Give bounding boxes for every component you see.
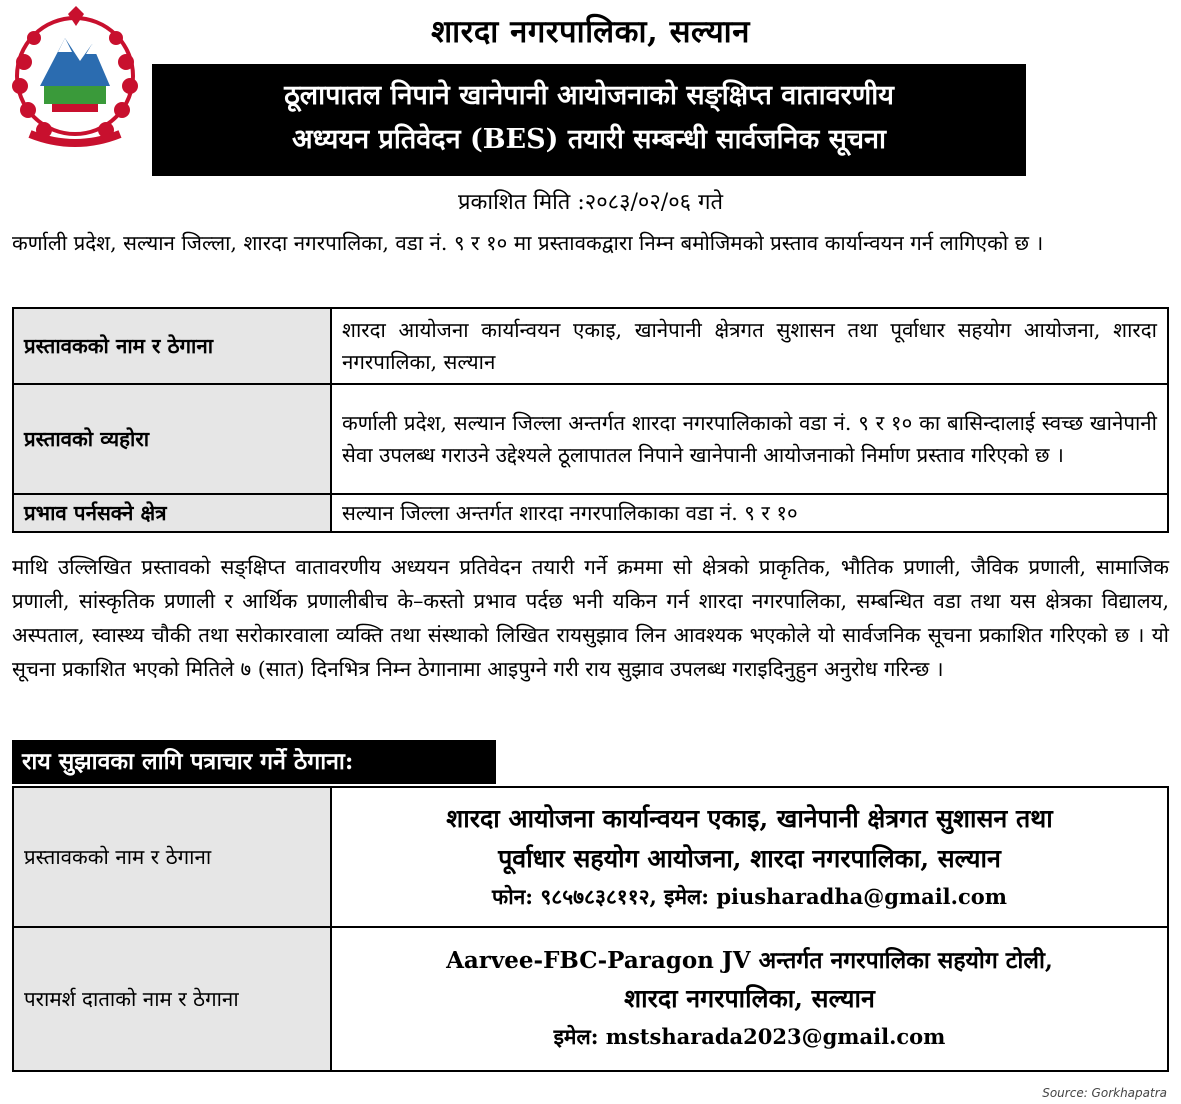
- table-row: [13, 787, 1168, 927]
- consultant-contact-line2: शारदा नगरपालिका, सल्यान: [624, 984, 875, 1013]
- affected-area-value: सल्यान जिल्ला अन्तर्गत शारदा नगरपालिकाका वडा नं. ९ र १०: [331, 494, 1168, 532]
- proponent-contact-line1: शारदा आयोजना कार्यान्वयन एकाइ, खानेपानी क्षेत्रगत सुशासन तथा: [446, 804, 1053, 833]
- consultant-contact-email: इमेल: mstsharada2023@gmail.com: [553, 1024, 946, 1049]
- notice-title-banner: [152, 64, 1026, 176]
- source-credit: Source: Gorkhapatra: [1042, 1086, 1167, 1100]
- published-date: प्रकाशित मिति :२०८३/०२/०६ गते: [457, 190, 724, 215]
- consultant-contact-value: [331, 927, 1168, 1071]
- proposal-info-table: [12, 307, 1169, 533]
- proponent-value: शारदा आयोजना कार्यान्वयन एकाइ, खानेपानी क्षेत्रगत सुशासन तथा पूर्वाधार सहयोग आयोजना, शारदा नगरपालिका, सल्यान: [331, 308, 1168, 384]
- intro-paragraph: कर्णाली प्रदेश, सल्यान जिल्ला, शारदा नगरपालिका, वडा नं. ९ र १० मा प्रस्तावकद्वारा निम्न बमोजिमको प्रस्ताव कार्यान्वयन गर्न लागिएको छ ।: [12, 231, 1044, 255]
- consultant-contact-label: परामर्श दाताको नाम र ठेगाना: [13, 927, 331, 1071]
- contact-table: [12, 786, 1169, 1072]
- affected-area-label: प्रभाव पर्नसक्ने क्षेत्र: [13, 494, 331, 532]
- proponent-contact-line2: पूर्वाधार सहयोग आयोजना, शारदा नगरपालिका, सल्यान: [498, 844, 1001, 873]
- proponent-label: प्रस्तावकको नाम र ठेगाना: [13, 308, 331, 384]
- table-row: [13, 384, 1168, 494]
- proponent-contact-phone-email: फोन: ९८५७८३८११२, इमेल: piusharadha@gmail.com: [492, 884, 1007, 909]
- body-paragraph: माथि उल्लिखित प्रस्तावको सङ्क्षिप्त वातावरणीय अध्ययन प्रतिवेदन तयारी गर्ने क्रममा सो क्षेत्रको प्राकृतिक, भौतिक प्रणाली, जैविक प्रणाली, सामाजिक प्रणाली, सांस्कृतिक प्रणाली र आर्थिक प्रणालीबीच के–कस्तो प्रभाव पर्दछ भनी यकिन गर्न शारदा नगरपालिका, सम्बन्धित वडा तथा यस क्षेत्रका विद्यालय, अस्पताल, स्वास्थ्य चौकी तथा सरोकारवाला व्यक्ति तथा संस्थाको लिखित रायसुझाव लिन आवश्यक भएकोले यो सार्वजनिक सूचना प्रकाशित गरिएको छ । यो सूचना प्रकाशित भएको मितिले ७ (सात) दिनभित्र निम्न ठेगानामा आइपुग्ने गरी राय सुझाव उपलब्ध गराइदिनुहुन अनुरोध गरिन्छ ।: [12, 555, 1169, 681]
- proponent-contact-label: प्रस्तावकको नाम र ठेगाना: [13, 787, 331, 927]
- table-row: [13, 494, 1168, 532]
- contact-heading: राय सुझावका लागि पत्राचार गर्ने ठेगाना:: [12, 740, 496, 784]
- notice-title-line1: ठूलापातल निपाने खानेपानी आयोजनाको सङ्क्षिप्त वातावरणीय: [284, 80, 894, 111]
- proposal-description-value: कर्णाली प्रदेश, सल्यान जिल्ला अन्तर्गत शारदा नगरपालिकाको वडा नं. ९ र १० का बासिन्दालाई स्वच्छ खानेपानी सेवा उपलब्ध गराउने उद्देश्यले ठूलापातल निपाने खानेपानी आयोजनाको निर्माण प्रस्ताव गरिएको छ ।: [331, 384, 1168, 494]
- consultant-contact-line1: Aarvee-FBC-Paragon JV अन्तर्गत नगरपालिका सहयोग टोली,: [446, 947, 1053, 974]
- notice-title-line2: अध्ययन प्रतिवेदन (BES) तयारी सम्बन्धी सार्वजनिक सूचना: [292, 124, 886, 155]
- org-title: शारदा नगरपालिका, सल्यान: [431, 14, 750, 50]
- proposal-description-label: प्रस्तावको व्यहोरा: [13, 384, 331, 494]
- table-row: [13, 927, 1168, 1071]
- proponent-contact-value: [331, 787, 1168, 927]
- table-row: [13, 308, 1168, 384]
